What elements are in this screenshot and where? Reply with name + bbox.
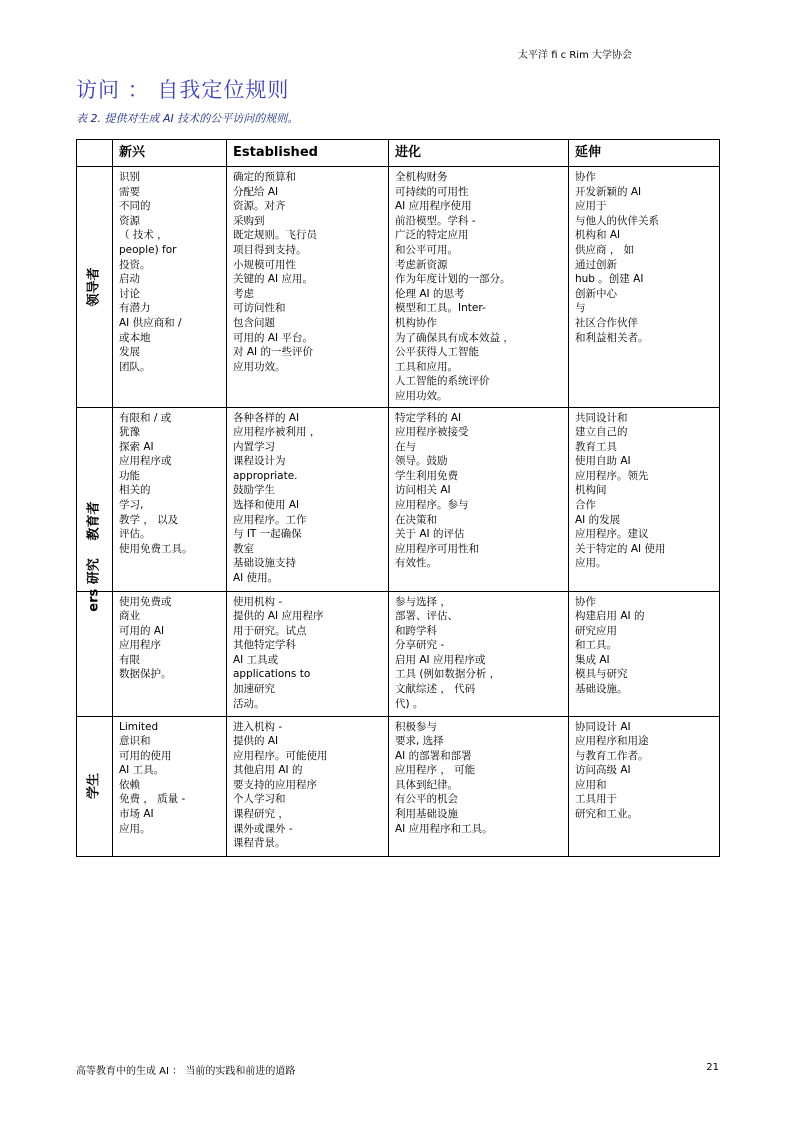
cell-line: AI 供应商和 / <box>119 316 182 329</box>
cell-line: 不同的 <box>119 200 151 213</box>
cell-line: 小规模可用性 <box>233 258 296 271</box>
row-header-label: 学生 <box>86 772 102 800</box>
cell-line: 使用自助 AI <box>575 455 631 468</box>
cell-line: 活动。 <box>233 697 265 710</box>
cell-line: 包含问题 <box>233 316 275 329</box>
cell-line: 项目得到支持。 <box>233 243 307 256</box>
cell-line: 应用。 <box>575 557 607 570</box>
table-cell <box>569 167 720 408</box>
row-header-label: 领导者 <box>86 267 102 307</box>
page-number: 21 <box>706 1062 719 1073</box>
cell-line: 协作 <box>575 595 596 608</box>
cell-line: 部署、评估、 <box>395 610 458 623</box>
cell-line: 市场 AI <box>119 808 154 821</box>
row-header-label: 教育者 <box>86 501 102 541</box>
cell-line: 共同设计和 <box>575 411 628 424</box>
cell-line: 全机构财务 <box>395 171 448 183</box>
cell-line: 可用的 AI <box>119 624 165 637</box>
cell-line: 其他特定学科 <box>233 639 296 652</box>
cell-line: 考虑新资源 <box>395 258 448 271</box>
cell-line: 课程设计为 <box>233 455 286 468</box>
cell-line: 社区合作伙伴 <box>575 316 638 329</box>
table-header-row <box>77 140 720 167</box>
cell-line: 文献综述 ， 代码 <box>395 683 476 696</box>
table-row <box>77 716 720 856</box>
access-rules-table <box>76 139 720 857</box>
cell-line: AI 应用程序使用 <box>395 200 472 213</box>
cell-line: 前沿模型。学科 - <box>395 214 476 227</box>
cell-line: 内置学习 <box>233 440 275 453</box>
header-org: 太平洋 fi c Rim 大学协会 <box>518 50 632 61</box>
cell-line: 确定的预算和 <box>233 171 296 183</box>
cell-line: 选择和使用 AI <box>233 499 300 512</box>
cell-line: 学生利用免费 <box>395 469 458 482</box>
table-cell <box>389 591 569 716</box>
cell-line: 集成 AI <box>575 653 610 666</box>
cell-line: 工具和应用。 <box>395 360 458 373</box>
table-cell <box>227 167 389 408</box>
column-header: Established <box>227 140 389 167</box>
table-cell <box>113 591 227 716</box>
cell-line: 教室 <box>233 542 254 555</box>
cell-line: 基础设施。 <box>575 683 628 696</box>
page-title: 访问 ： 自我定位规则 <box>76 78 290 102</box>
table-cell <box>227 591 389 716</box>
cell-line: 公平获得人工智能 <box>395 346 479 359</box>
cell-line: 投资。 <box>119 258 151 271</box>
cell-line: 教育工具 <box>575 440 617 453</box>
cell-line: 有公平的机会 <box>395 793 458 806</box>
cell-line: 研究和工业。 <box>575 808 638 821</box>
cell-line: 团队。 <box>119 360 151 373</box>
cell-line: 机构间 <box>575 484 607 497</box>
cell-line: 应用程序或 <box>119 455 172 468</box>
cell-line: 应用程序和用途 <box>575 735 649 748</box>
cell-line: 可持续的可用性 <box>395 185 469 198</box>
cell-line: 利用基础设施 <box>395 808 458 821</box>
column-header: 进化 <box>389 140 569 167</box>
cell-line: 采购到 <box>233 214 265 227</box>
table-cell <box>113 167 227 408</box>
table-row <box>77 167 720 408</box>
row-header-label: ers 研究 <box>86 558 102 613</box>
cell-line: 要求, 选择 <box>395 735 444 748</box>
cell-line: 资源。对齐 <box>233 200 286 213</box>
cell-line: 积极参与 <box>395 720 437 733</box>
cell-line: 在决策和 <box>395 513 437 526</box>
corner-cell <box>77 140 113 167</box>
cell-line: 与他人的伙伴关系 <box>575 214 659 227</box>
cell-line: 应用于 <box>575 200 607 213</box>
cell-line: 与 <box>575 302 586 315</box>
cell-line: 特定学科的 AI <box>395 411 462 424</box>
cell-line: 和跨学科 <box>395 624 437 637</box>
cell-line: 伦理 AI 的思考 <box>395 287 465 300</box>
cell-line: 有限 <box>119 653 140 666</box>
cell-line: applications to <box>233 668 311 681</box>
cell-line: 基础设施支持 <box>233 557 296 570</box>
cell-line: Limited <box>119 720 159 733</box>
cell-line: 参与选择 ， <box>395 595 451 608</box>
cell-line: 课外或课外 - <box>233 822 293 835</box>
cell-line: AI 应用程序和工具。 <box>395 822 493 835</box>
cell-line: 其他启用 AI 的 <box>233 764 303 777</box>
cell-line: 数据保护。 <box>119 668 172 681</box>
cell-line: 相关的 <box>119 484 151 497</box>
cell-line: 课程研究 ， <box>233 808 289 821</box>
cell-line: 应用程序可用性和 <box>395 542 479 555</box>
cell-line: 课程背景。 <box>233 837 286 850</box>
cell-line: 需要 <box>119 185 140 198</box>
cell-line: 有潜力 <box>119 302 151 315</box>
cell-line: 关于 AI 的评估 <box>395 528 465 541</box>
table-cell <box>227 716 389 856</box>
cell-line: 作为年度计划的一部分。 <box>395 273 511 286</box>
cell-line: 应用程序被接受 <box>395 426 469 439</box>
cell-line: 使用免费工具。 <box>119 542 193 555</box>
cell-line: 教学 ， 以及 <box>119 513 179 526</box>
cell-line: 通过创新 <box>575 258 617 271</box>
cell-line: 研究应用 <box>575 624 617 637</box>
cell-line: 讨论 <box>119 287 140 300</box>
cell-line: 依赖 <box>119 778 140 791</box>
cell-line: 代) 。 <box>395 697 424 710</box>
cell-line: 模型和工具。Inter- <box>395 302 486 315</box>
table-cell <box>389 716 569 856</box>
cell-line: 应用。 <box>119 822 151 835</box>
cell-line: 可访问性和 <box>233 302 286 315</box>
table-cell <box>113 716 227 856</box>
cell-line: 识别 <box>119 171 140 183</box>
cell-line: 和公平可用。 <box>395 243 458 256</box>
cell-line: 评估。 <box>119 528 151 541</box>
cell-line: 人工智能的系统评价 <box>395 375 490 388</box>
table-cell <box>389 167 569 408</box>
cell-line: 加速研究 <box>233 683 275 696</box>
cell-line: 机构和 AI <box>575 229 621 242</box>
cell-line: 与 IT 一起确保 <box>233 528 302 541</box>
cell-line: 应用程序被利用 ， <box>233 426 321 439</box>
cell-line: 分享研究 - <box>395 639 445 652</box>
column-header: 新兴 <box>113 140 227 167</box>
cell-line: 关键的 AI 应用。 <box>233 273 313 286</box>
cell-line: AI 工具。 <box>119 764 165 777</box>
cell-line: 应用程序。领先 <box>575 469 649 482</box>
table-cell <box>569 407 720 591</box>
cell-line: 和工具。 <box>575 639 617 652</box>
cell-line: 启动 <box>119 273 140 286</box>
cell-line: 或本地 <box>119 331 151 344</box>
cell-line: 模具与研究 <box>575 668 628 681</box>
table-cell <box>227 407 389 591</box>
cell-line: 功能 <box>119 469 140 482</box>
cell-line: 应用程序。可能使用 <box>233 749 328 762</box>
cell-line: 工具 (例如数据分析 ， <box>395 668 501 681</box>
cell-line: 应用程序 <box>119 639 161 652</box>
table-cell <box>569 716 720 856</box>
cell-line: 工具用于 <box>575 793 617 806</box>
cell-line: 协作 <box>575 171 596 183</box>
cell-line: 构建启用 AI 的 <box>575 610 645 623</box>
cell-line: 为了确保具有成本效益 ， <box>395 331 514 344</box>
cell-line: AI 工具或 <box>233 653 279 666</box>
row-header <box>77 167 113 408</box>
cell-line: appropriate. <box>233 469 298 482</box>
table-cell <box>389 407 569 591</box>
row-header <box>77 716 113 856</box>
cell-line: 在与 <box>395 440 416 453</box>
cell-line: 启用 AI 应用程序或 <box>395 653 486 666</box>
cell-line: 免费 ， 质量 - <box>119 793 186 806</box>
cell-line: hub 。创建 AI <box>575 273 644 286</box>
cell-line: 考虑 <box>233 287 254 300</box>
cell-line: 用于研究。试点 <box>233 624 307 637</box>
cell-line: 既定规则。飞行员 <box>233 229 317 242</box>
cell-line: 应用功效。 <box>233 360 286 373</box>
cell-line: people) for <box>119 243 177 256</box>
cell-line: 应用和 <box>575 778 607 791</box>
cell-line: 应用程序 ， 可能 <box>395 764 476 777</box>
cell-line: 进入机构 - <box>233 720 283 733</box>
cell-line: 发展 <box>119 346 140 359</box>
cell-line: 探索 AI <box>119 440 154 453</box>
cell-line: 应用程序。建议 <box>575 528 649 541</box>
cell-line: 商业 <box>119 610 140 623</box>
cell-line: 学习, <box>119 499 144 512</box>
column-header: 延伸 <box>569 140 720 167</box>
cell-line: 建立自己的 <box>575 426 628 439</box>
cell-line: 有效性。 <box>395 557 437 570</box>
cell-line: 个人学习和 <box>233 793 286 806</box>
cell-line: 对 AI 的一些评价 <box>233 346 313 359</box>
cell-line: 应用功效。 <box>395 389 448 402</box>
cell-line: 应用程序。工作 <box>233 513 307 526</box>
table-cell <box>569 591 720 716</box>
cell-line: 有限和 / 或 <box>119 411 172 424</box>
table-cell <box>113 407 227 591</box>
cell-line: 供应商 ， 如 <box>575 243 635 256</box>
cell-line: 各种各样的 AI <box>233 411 300 424</box>
cell-line: 具体到纪律。 <box>395 778 458 791</box>
table-caption: 表 2. 提供对生成 AI 技术的公平访问的规则。 <box>76 112 299 125</box>
row-header <box>77 558 113 716</box>
cell-line: 使用免费或 <box>119 595 172 608</box>
cell-line: 广泛的特定应用 <box>395 229 469 242</box>
cell-line: 合作 <box>575 499 596 512</box>
cell-line: 提供的 AI 应用程序 <box>233 610 324 623</box>
cell-line: 可用的 AI 平台。 <box>233 331 313 344</box>
cell-line: 鼓励学生 <box>233 484 275 497</box>
cell-line: 领导。鼓励 <box>395 455 448 468</box>
cell-line: 资源 <box>119 214 140 227</box>
cell-line: AI 使用。 <box>233 572 279 585</box>
cell-line: 提供的 AI <box>233 735 279 748</box>
cell-line: 要支持的应用程序 <box>233 778 317 791</box>
cell-line: 使用机构 - <box>233 595 283 608</box>
cell-line: 创新中心 <box>575 287 617 300</box>
cell-line: 关于特定的 AI 使用 <box>575 542 666 555</box>
cell-line: 可用的使用 <box>119 749 172 762</box>
cell-line: 访问相关 AI <box>395 484 451 497</box>
cell-line: 机构协作 <box>395 316 437 329</box>
cell-line: 访问高级 AI <box>575 764 631 777</box>
cell-line: 分配给 AI <box>233 185 279 198</box>
table-row <box>77 407 720 591</box>
cell-line: 和利益相关者。 <box>575 331 649 344</box>
cell-line: 开发新颖的 AI <box>575 185 642 198</box>
cell-line: 犹豫 <box>119 426 140 439</box>
footer-title: 高等教育中的生成 AI ： 当前的实践和前进的道路 <box>76 1066 296 1077</box>
cell-line: 意识和 <box>119 735 151 748</box>
table-row <box>77 591 720 716</box>
cell-line: 应用程序。参与 <box>395 499 469 512</box>
cell-line: AI 的发展 <box>575 513 621 526</box>
cell-line: AI 的部署和部署 <box>395 749 472 762</box>
cell-line: 协同设计 AI <box>575 720 631 733</box>
cell-line: 与教育工作者。 <box>575 749 649 762</box>
cell-line: （ 技术 ， <box>119 229 168 242</box>
